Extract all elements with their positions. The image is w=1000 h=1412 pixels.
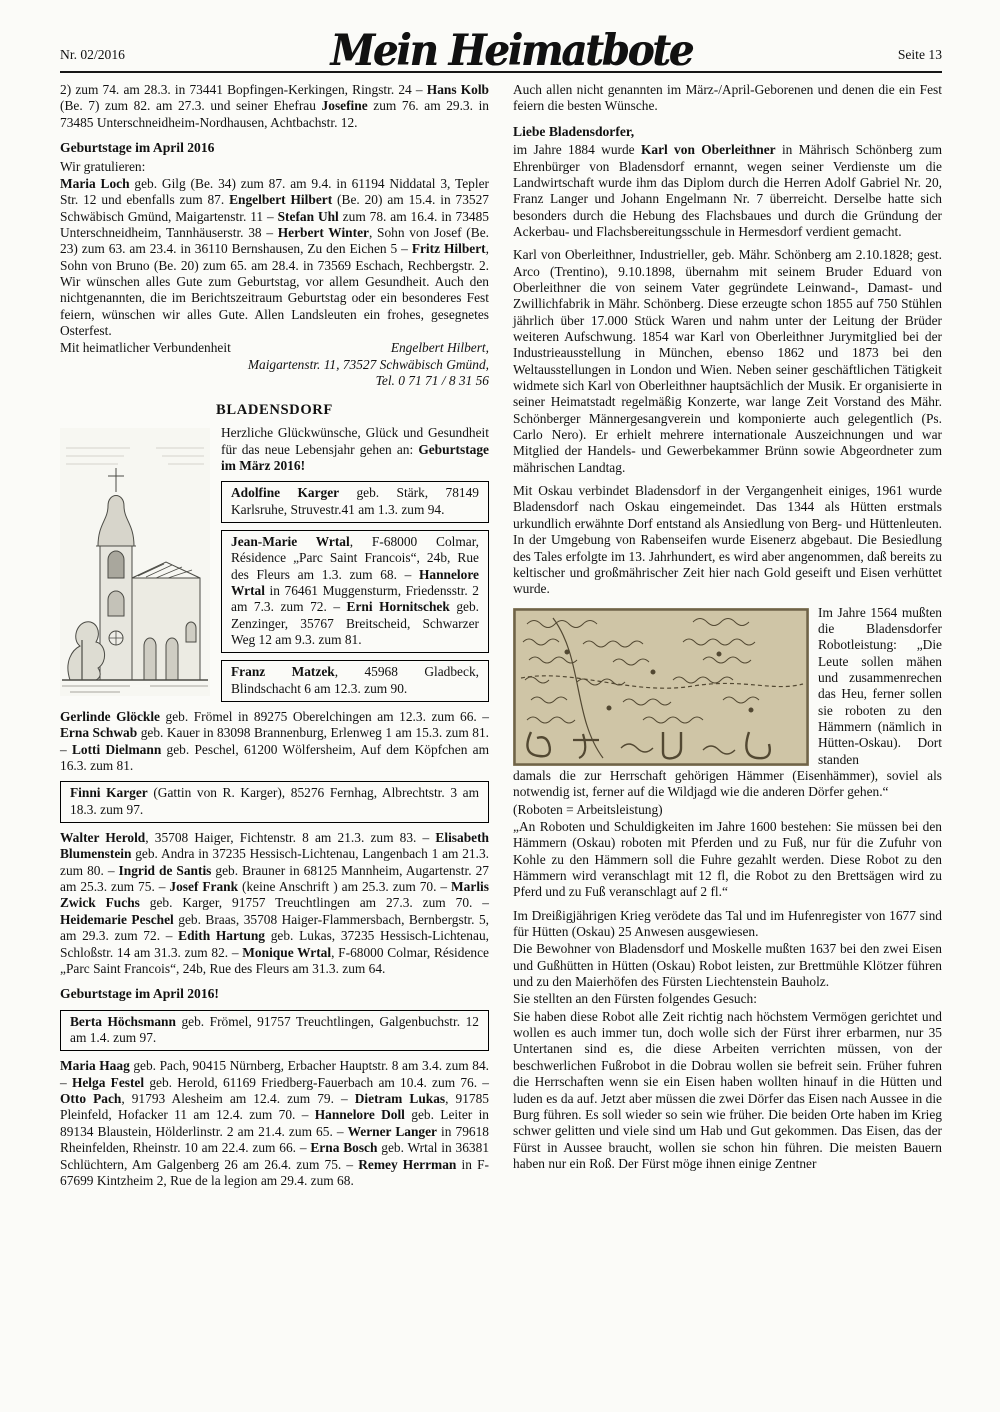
masthead-logo: Mein Heimatbote (330, 25, 693, 76)
wishes-paragraph: Auch allen nicht genannten im März-/April-Geborenen und denen die ein Fest feiern die besten Wünsche. (513, 82, 942, 114)
oskau-history-paragraph: Mit Oskau verbindet Bladensdorf in der Vergangenheit einiges, 1961 wurde Bladensdorf nach Oskau eingemeindet. Das 1344 als Hütten erstmals urkundlich erwähnte Dorf entstand als Ansiedlung von Berg- und Hüttenleuten. In der Umgebung von Rabenseifen wurde Eisenerz abgebaut. Die Besiedlung des Tales erfolgte im 13. Jahrhundert, es wird aber angenommen, daß bereits zu keltischer und großmährischer Zeit hier nach Gold geseift und Eisen verhüttet wurde. (513, 483, 942, 597)
section-title-bladensdorf: BLADENSDORF (216, 402, 333, 419)
map-side-paragraph: Im Jahre 1564 mußten die Bladensdorfer Robotleistung: „Die Leute sollen mähen und zusammenrechen das Heu, ferner sollen sie roboten zu den Hämmern (nämlich in Hütten-Oskau). Dort standen (818, 604, 942, 767)
left-column (60, 82, 489, 1189)
issue-number: Nr. 02/2016 (60, 47, 125, 63)
two-column-layout (60, 82, 942, 1189)
birthday-box-text: Jean-Marie Wrtal, F-68000 Colmar, Résidence „Parc Saint Francois“, 24b, Rue des Fleurs am 1.3. zum 68. – Hannelore Wrtal in 76461 Muggensturm, Friedensstr. 2 am 7.3. zum 72. – Erni Hornitschek geb. Zenzinger, 35767 Breitscheid, Schwarzer Weg 12 am 9.3. zum 81. (231, 533, 480, 647)
april-birthday-list-bladensdorf: Maria Haag geb. Pach, 90415 Nürnberg, Erbacher Hauptstr. 8 am 3.4. zum 84. – Helga Festel geb. Herold, 61169 Friedberg-Fauerbach am 10.4. zum 76. – Otto Pach, 91793 Alesheim am 12.4. zum 79. – Dietram Lukas, 91785 Pleinfeld, Hofacker 11 am 12.4. zum 70. – Hannelore Doll geb. Leiter in 89134 Blaustein, Hölderlinstr. 2 am 21.4. zum 65. – Werner Langer in 79618 Rheinfelden, Rheinstr. 10 am 22.4. zum 66. – Erna Bosch geb. Wrtal in 36381 Schlüchtern, Am Galgenberg 26 am 26.4. zum 75. – Remey Herrman in F-67699 Kintzheim 2, Rue de la legion am 29.4. zum 68. (60, 1058, 490, 1188)
robot-1600-paragraph: „An Roboten und Schuldigkeiten im Jahre 1600 bestehen: Sie müssen bei den Hämmern (Oskau) roboten mit Pferden und zu Fuß, nur für die Zufuhr von Kohle zu den Hämmern soll die Fuhre gezahlt werden. Diese Robot zu den Hämmern wird veranschlagt mit 12 fl, die Robot zu den Brettsägen wird zu Pferd und zu Fuß veranschlagt auf 2 fl.“ (513, 819, 942, 900)
march-continuation-paragraph: 2) zum 74. am 28.3. in 73441 Bopfingen-Kerkingen, Ringstr. 24 – Hans Kolb (Be. 7) zum 82. am 27.3. und seiner Ehefrau Josefine zum 76. am 29.3. in 73485 Unterschneidheim-Nordhausen, Achtbachstr. 12. (60, 82, 489, 130)
signoff-author: Engelbert Hilbert, (390, 340, 489, 356)
birthday-box-wrtal (221, 530, 489, 653)
robot-continuation-paragraph: damals die zur Herrschaft gehörigen Hämmer (Eisenhämmer), soviel als notwendig ist, ferner auf die Wildjagd wie die anderen Dörfer gehen.“ (513, 767, 942, 800)
right-column (513, 82, 942, 1189)
signoff-phone: Tel. 0 71 71 / 8 31 56 (375, 373, 489, 389)
april-birthday-list: Maria Loch geb. Gilg (Be. 34) zum 87. am 9.4. in 61194 Niddatal 3, Tepler Str. 12 und ebenfalls zum 87. Engelbert Hilbert (Be. 20) am 15.4. in 73527 Schwäbisch Gmünd, Maigartenstr. 11 – Stefan Uhl zum 78. am 16.4. in 73485 Unterschneidheim, Tannhäuserstr. 38 – Herbert Winter, Sohn von Josef (Be. 23) zum 63. am 23.4. in 36110 Bernshausen, Zu den Eichen 5 – Fritz Hilbert, Sohn von Bruno (Be. 20) zum 65. am 28.4. in 73569 Eschach, Rechbergstr. 2. Wir wünschen alles Gute zum Geburtstag, vor allem Gesundheit. Auch den nichtgenannten, die im Berichtszeitraum Geburtstag oder ein besonderes Fest feiern, wünschen wir alles Gute. Allen Landsleuten ein frohes, gesegnetes Osterfest. (60, 175, 490, 339)
gesuch-paragraph: Sie haben diese Robot alle Zeit richtig nach höchstem Vermögen gerichtet und wollen es auch immer tun, doch wolle sich der Fürst ihrer erbarmen, nur 35 Untertanen sind es, die diese Arbeiten verrichten müssen, von der beschwerlichen Fußrobot in die Dobrau wollen sie befreit sein. Früher fuhren die Herrschaften wenn sie ein Eisen haben wollten hinauf in die Hütten und luden es da auf. Jetzt aber müssen die zwei Dörfer das Eisen nach Aussee in die Burg führen. Es soll wieder so sein wie früher. Die beiden Orte haben im Krieg schwer gelitten und viele sind um Hab und Gut gekommen. Das Eisen, das der Fürst in Aussee braucht, wollen sie schon hin führen. Die meisten Bauern haben nur ein Roß. Der Fürst möge ihnen einige Zentner (513, 1008, 942, 1171)
gesuch-intro-line: Sie stellten an den Fürsten folgendes Gesuch: (513, 991, 757, 1007)
birthday-box-text: Adolfine Karger geb. Stärk, 78149 Karlsruhe, Struvestr.41 am 1.3. zum 94. (231, 485, 479, 517)
oberleithner-honor-paragraph: im Jahre 1884 wurde Karl von Oberleithner in Mährisch Schönberg zum Ehrenbürger von Bladensdorf ernannt, wegen seiner Verdienste um die Landwirtschaft wurde ihm das Diplom durch die Herren Adolf Gabriel Nr. 20, Franz Langer und Johann Engelmann Nr. 7 überreicht. Derselbe hatte sich besonders durch die Hebung des Flachsbaues und durch die Gründung der Ackerbau- und Flachsbereitungsschule in Hermesdorf verdient gemacht. (513, 142, 942, 239)
signoff-block (60, 340, 489, 389)
birthday-box-berta (60, 1010, 489, 1052)
signoff-text: Mit heimatlicher Verbundenheit (60, 340, 231, 356)
page-number: Seite 13 (897, 47, 942, 63)
birthday-box-text: Berta Höchsmann geb. Frömel, 91757 Treuchtlingen, Galgenbuchstr. 12 am 1.4. zum 97. (70, 1013, 479, 1046)
church-illustration (60, 428, 210, 696)
oberleithner-biography-paragraph: Karl von Oberleithner, Industrieller, geb. Mähr. Schönberg am 2.10.1828; gest. Arco (Trentino), 9.10.1898, übernahm mit seinem Bruder Eduard von Oberleithner die von seinem Vater gegründete Leinwand-, Damast- und Zwillichfabrik in Mähr. Schönberg. Diese erzeugte schon 1855 auf 750 Stühlen jährlich über 17.000 Stück Waren und nahm unter der Leitung der Brüder weiteren Aufschwung. 1854 war Karl von Oberleithner Jurymitglied bei der Industrieausstellung in München, ebenso 1862 und 1873 bei den Weltausstellungen in London und Wien. Neben seiner geschäftlichen Tätigkeit widmete sich Karl von Oberleithner hauptsächlich der Musik. Er organisierte in seiner Heimatstadt regelmäßig Konzerte, war lange Zeit Vorstand des Mähr. Schönberger Männergesangverein und komponierte auch gelegentlich (Ps. Carlo Nero). Er erhielt mehrere internationale Auszeichnungen und war Mitglied der Handels- und Gewerbekammer Brünn sowie Abgeordneter zum mährischen Landtag. (513, 247, 942, 475)
gratulieren-line: Wir gratulieren: (60, 158, 146, 174)
signoff-address: Maigartenstr. 11, 73527 Schwäbisch Gmünd, (247, 356, 489, 372)
birthday-box-text: Franz Matzek, 45968 Gladbeck, Blindschacht 6 am 12.3. zum 90. (231, 664, 479, 696)
heading-april-birthdays: Geburtstage im April 2016 (60, 140, 215, 156)
march-intro-paragraph: Herzliche Glückwünsche, Glück und Gesundheit für das neue Lebensjahr gehen an: Geburtstage im März 2016! (221, 425, 489, 473)
war-paragraph: Im Dreißigjährigen Krieg verödete das Tal und im Hufenregister von 1677 sind für Hütten (Oskau) 25 Anwesen ausgewiesen. (513, 907, 942, 940)
birthday-box-text: Finni Karger (Gattin von R. Karger), 85276 Fernhag, Albrechtstr. 3 am 18.3. zum 97. (70, 785, 479, 817)
robot-1637-paragraph: Die Bewohner von Bladensdorf und Moskelle mußten 1637 bei den zwei Eisen und Gußhütten in Hütten (Oskau) Robot leisten, zur Brettmühle Klötzer führen und zu den Maierhöfen des Fürsten Liechtenstein Bauholz. (513, 941, 942, 990)
heading-liebe-bladensdorfer: Liebe Bladensdorfer, (513, 123, 635, 139)
march-birthday-list-1: Gerlinde Glöckle geb. Frömel in 89275 Oberelchingen am 12.3. zum 66. – Erna Schwab geb. Kauer in 83098 Brannenburg, Erlenweg 1 am 15.3. zum 81. – Lotti Dielmann geb. Peschel, 61200 Wölfersheim, Auf dem Köpfchen am 16.3. zum 81. (60, 709, 490, 774)
page-header (60, 25, 942, 76)
birthday-box-karger (221, 481, 489, 523)
map-section (513, 605, 942, 768)
bladensdorf-section (60, 425, 489, 1189)
roboten-note: (Roboten = Arbeitsleistung) (513, 801, 663, 817)
birthday-box-matzek (221, 660, 489, 702)
birthday-box-finni (60, 781, 489, 823)
march-birthday-list-2: Walter Herold, 35708 Haiger, Fichtenstr. 8 am 21.3. zum 83. – Elisabeth Blumenstein geb. Andra in 37235 Hessisch-Lichtenau, Langenbach 1 am 21.3. zum 80. – Ingrid de Santis geb. Brauner in 68125 Mannheim, Augartenstr. 27 am 25.3. zum 75. – Josef Frank (keine Anschrift ) am 25.3. zum 70. – Marlis Zwick Fuchs geb. Karger, 91757 Treuchtlingen am 27.3. zum 70. – Heidemarie Peschel geb. Braas, 35708 Haiger-Flammersbach, Bernbergstr. 5, am 29.3. zum 72. – Edith Hartung geb. Lukas, 37235 Hessisch-Lichtenau, Schloßstr. 14 am 31.3. zum 82. – Monique Wrtal, F-68000 Colmar, Résidence „Parc Saint Francois“, 24b, Rue des Fleurs am 31.3. zum 64. (60, 830, 490, 976)
heading-april-birthdays-bladensdorf: Geburtstage im April 2016! (60, 986, 219, 1002)
historic-map-illustration (513, 608, 809, 766)
